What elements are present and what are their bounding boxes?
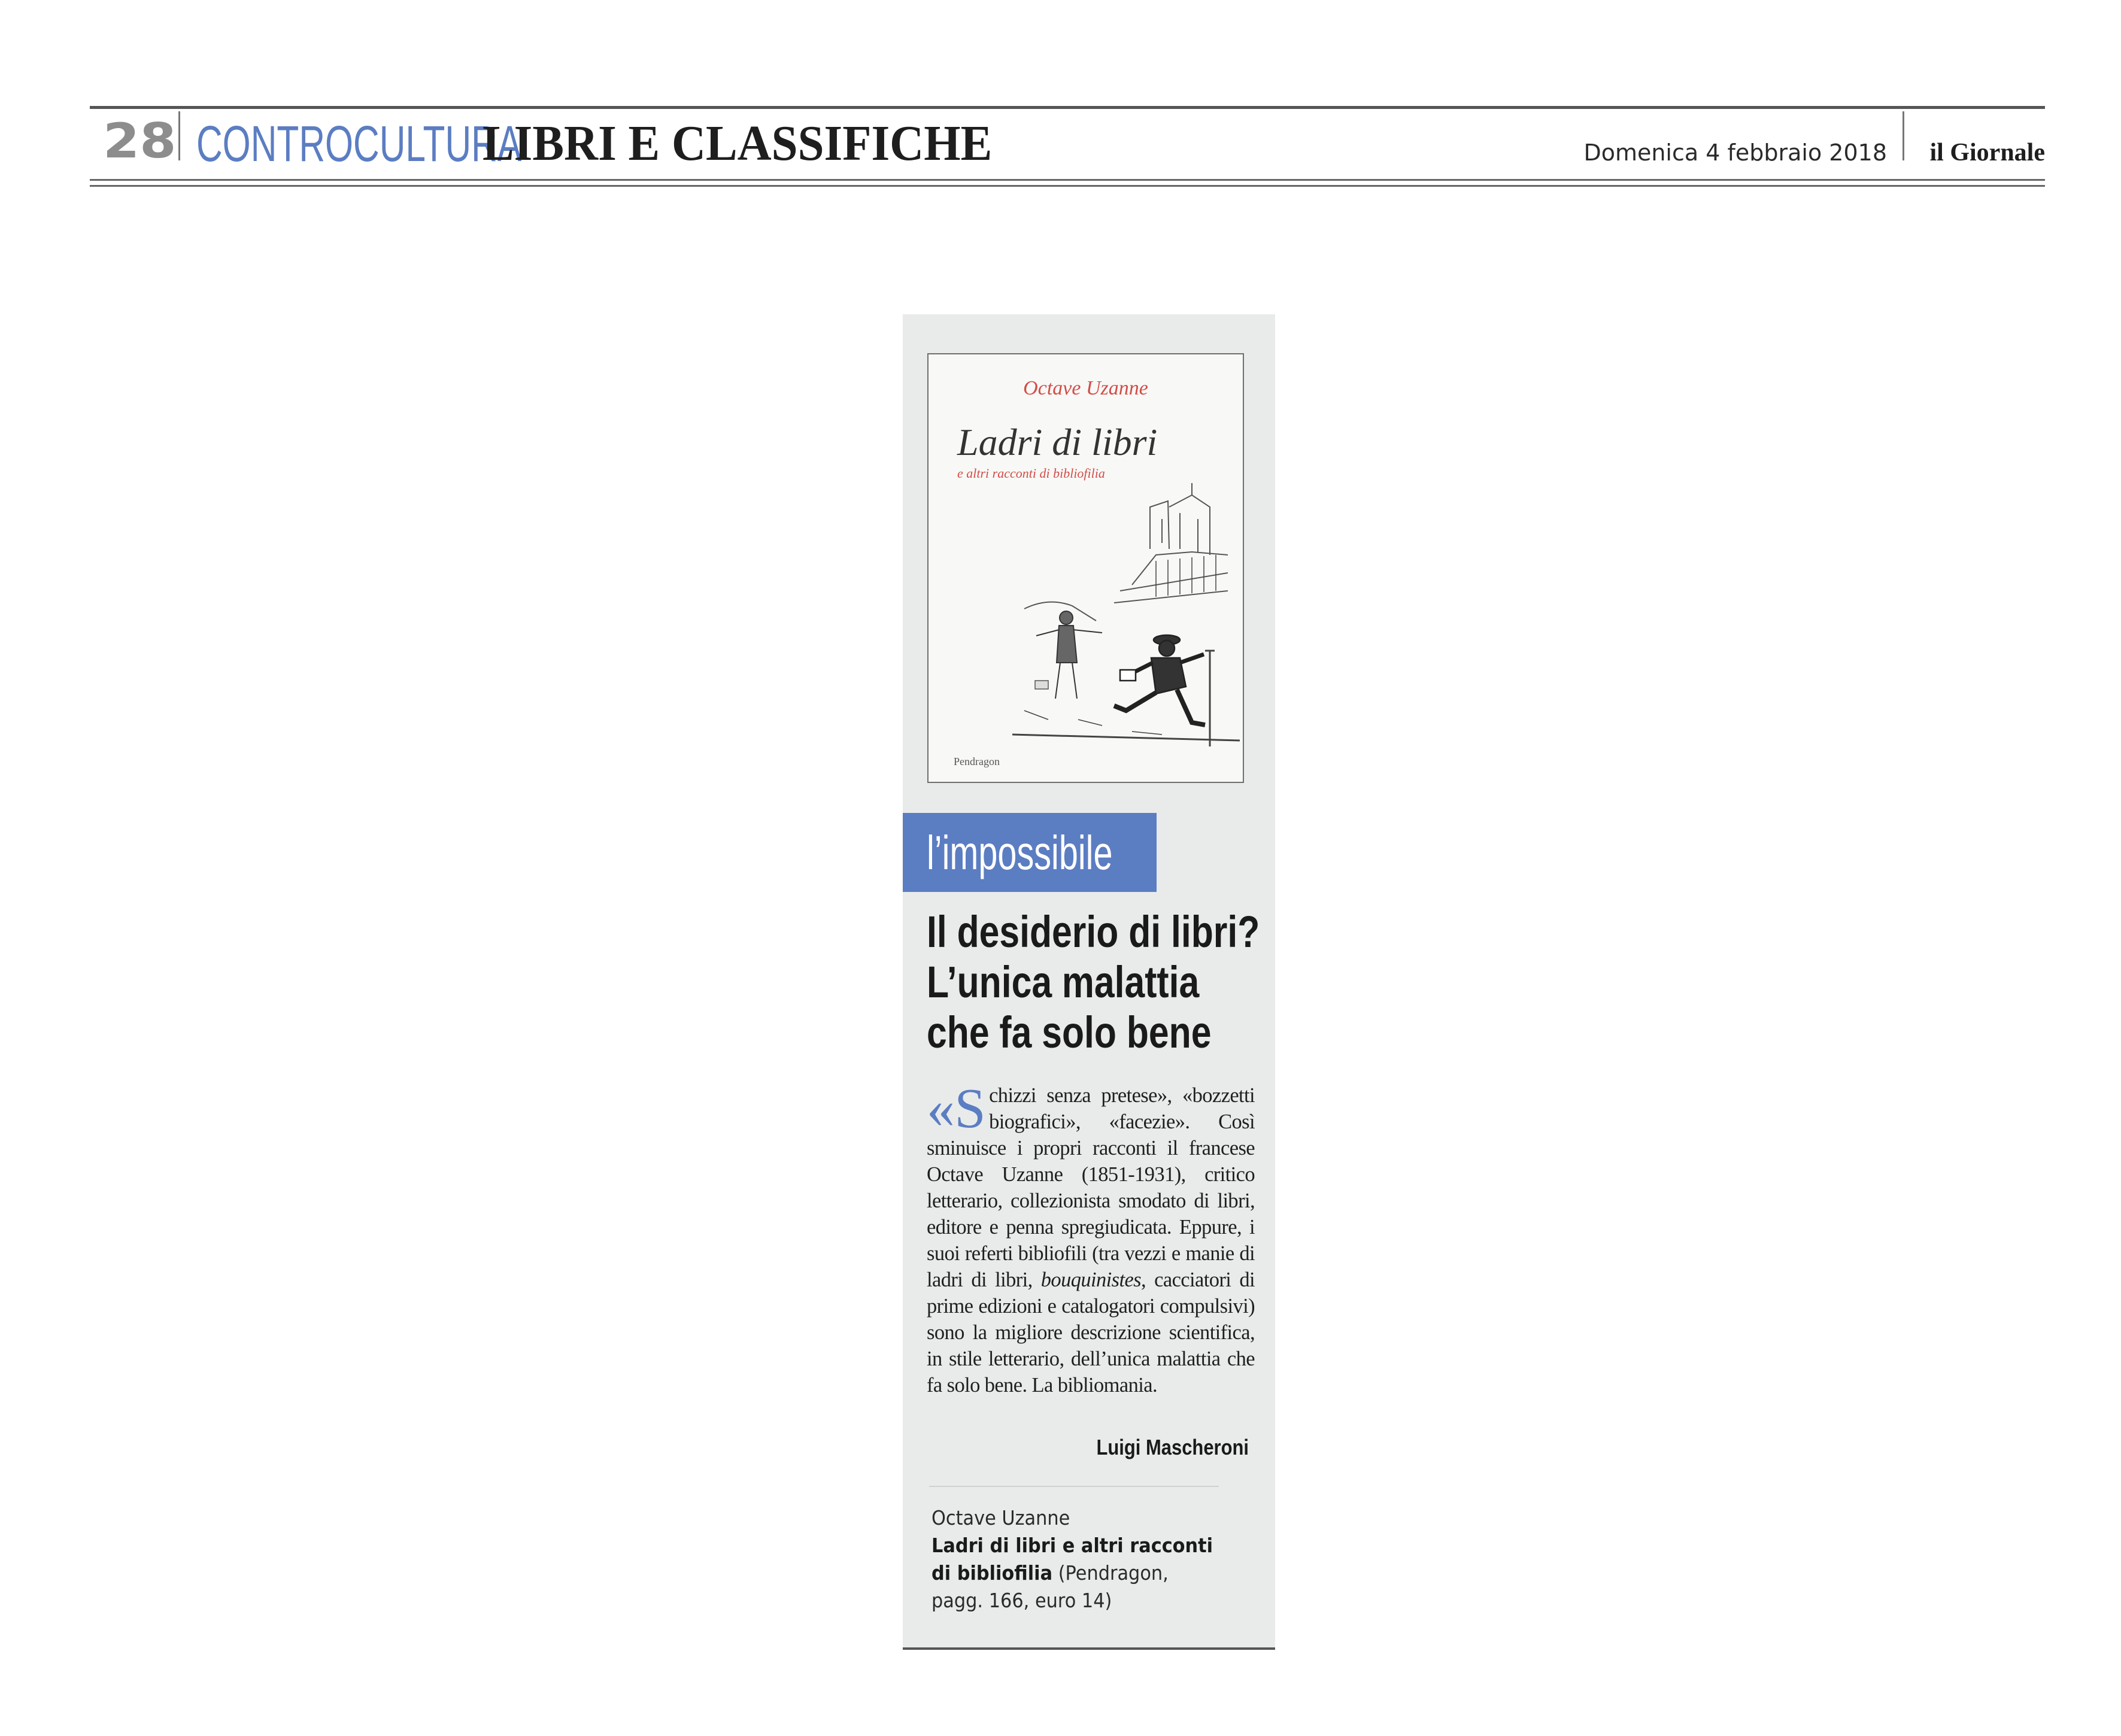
cover-publisher: Pendragon bbox=[954, 755, 1000, 767]
section-title: CONTROCULTURA bbox=[196, 116, 522, 172]
kicker-text: l’impossibile bbox=[927, 826, 1113, 879]
info-separator bbox=[929, 1486, 1219, 1487]
headline-line: che fa solo bene bbox=[927, 1007, 1212, 1057]
book-info-title: di bibliofilia bbox=[931, 1561, 1053, 1585]
body-text-italic: bouquinistes bbox=[1040, 1268, 1142, 1291]
masthead-divider bbox=[178, 111, 180, 160]
page-number: 28 bbox=[103, 113, 177, 169]
cover-title: Ladri di libri bbox=[957, 421, 1158, 463]
subsection-title: LIBRI E CLASSIFICHE bbox=[483, 116, 993, 171]
byline: Luigi Mascheroni bbox=[1096, 1435, 1249, 1459]
book-info-details: pagg. 166, euro 14) bbox=[931, 1589, 1112, 1612]
dropcap: «S bbox=[927, 1078, 986, 1140]
headline-line: L’unica malattia bbox=[927, 957, 1200, 1007]
body-text-part: , cacciatori di prime edizioni e catalogatori compulsivi) sono la migliore descrizione scientifica, in stile letterario, dell’unica malattia che fa solo bene. La bibliomania. bbox=[927, 1268, 1255, 1397]
newspaper-name: il Giornale bbox=[1929, 139, 2045, 166]
article-box bbox=[903, 314, 1275, 1649]
masthead-bottom-rule bbox=[90, 179, 2045, 181]
book-info-title: Ladri di libri e altri racconti bbox=[931, 1534, 1213, 1557]
masthead bbox=[90, 0, 2045, 192]
masthead-top-rule bbox=[90, 106, 2045, 109]
article-box-bottom-rule bbox=[903, 1647, 1275, 1650]
running-man-illustration-icon bbox=[1012, 483, 1240, 746]
cover-subtitle: e altri racconti di bibliofilia bbox=[957, 466, 1105, 481]
issue-date: Domenica 4 febbraio 2018 bbox=[1583, 139, 1887, 166]
headline-line: Il desiderio di libri? bbox=[927, 907, 1260, 957]
kicker-label bbox=[903, 813, 1157, 892]
cover-author: Octave Uzanne bbox=[1023, 377, 1148, 399]
masthead-bottom-rule bbox=[90, 185, 2045, 187]
body-text-part: chizzi senza pretese», «bozzetti biografici», «facezie». Così sminuisce i propri racconti il francese Octave Uzanne (1851-1931), critico letterario, collezionista smodato di libri, editore e penna spregiudicata. Eppure, i suoi referti bibliofili (tra vezzi e manie di ladri di libri, bbox=[927, 1084, 1255, 1291]
book-info bbox=[931, 1504, 1240, 1614]
book-info-details: (Pendragon, bbox=[1052, 1561, 1169, 1585]
masthead-divider bbox=[1902, 111, 1904, 160]
book-info-author: Octave Uzanne bbox=[931, 1506, 1070, 1529]
headline bbox=[927, 907, 1262, 1058]
article-body bbox=[927, 1078, 1255, 1398]
book-cover bbox=[927, 353, 1244, 783]
